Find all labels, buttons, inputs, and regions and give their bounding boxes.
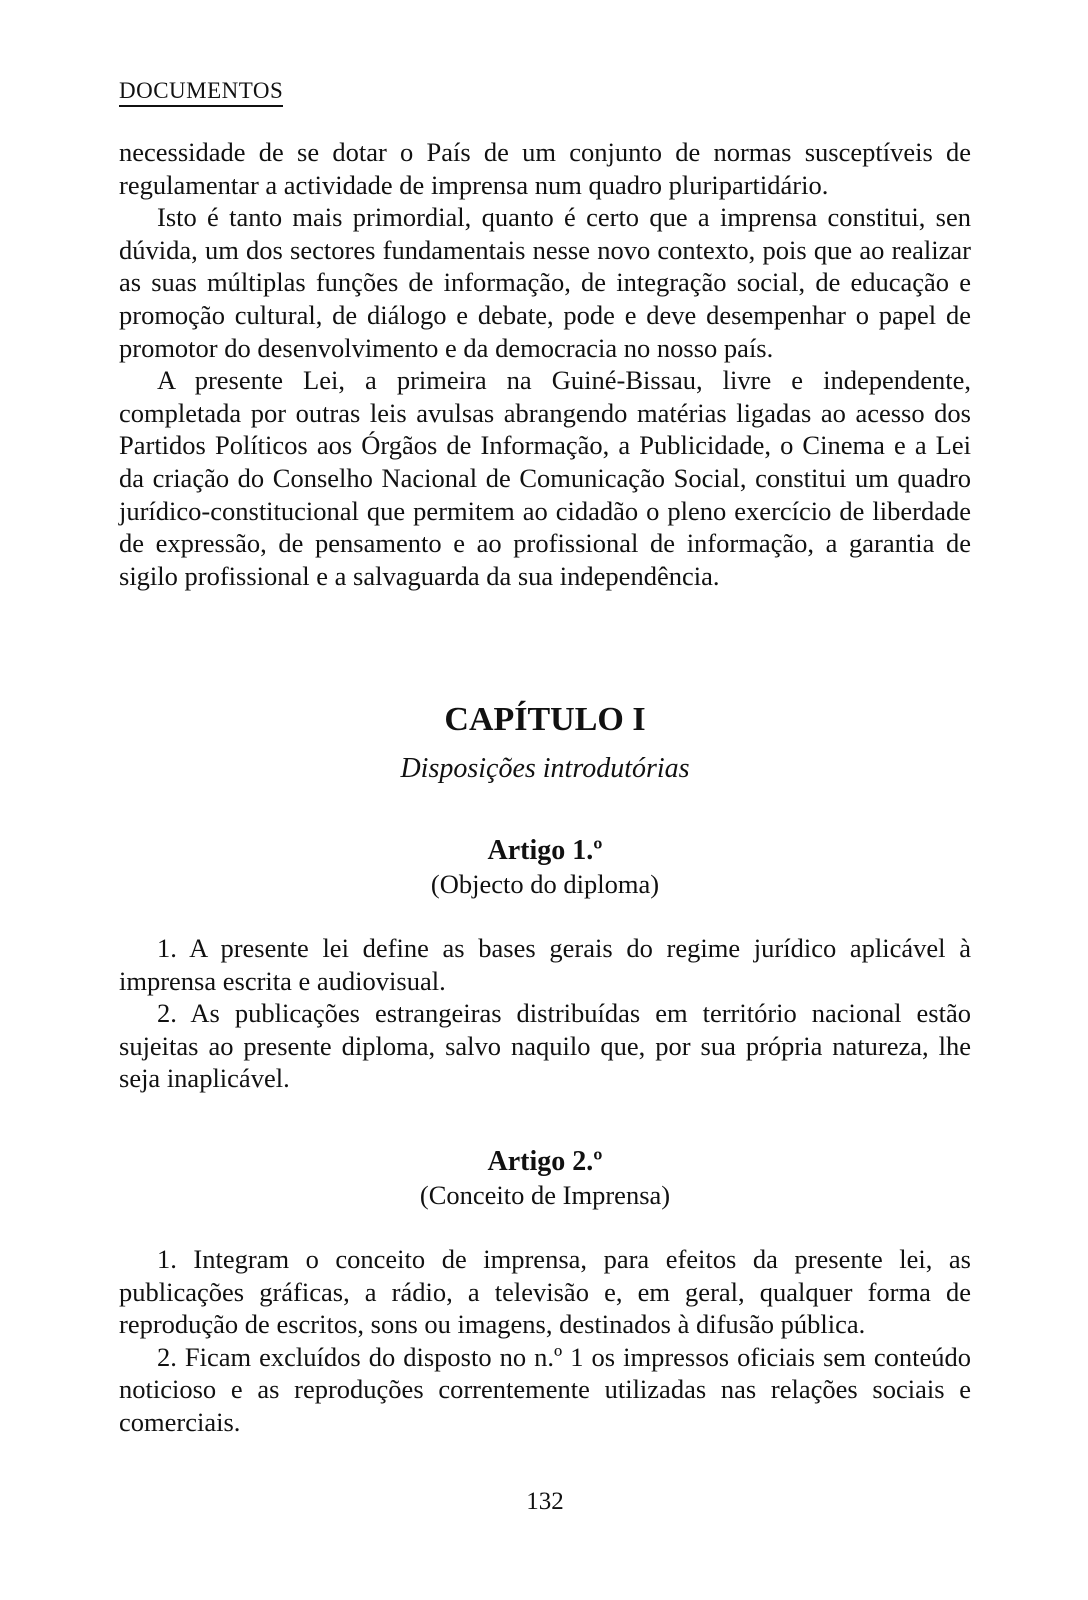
article-1-number: Artigo 1.º [487,835,603,866]
article-2-number: Artigo 2.º [487,1146,603,1177]
intro-text [119,136,971,592]
page-number: 132 [526,1488,564,1515]
article-item: 2. Ficam excluídos do disposto no n.º 1 os impressos oficiais sem conteúdo noticioso e as reproduções correntemente utilizadas nas relações sociais e comerciais. [119,1341,971,1437]
chapter-subtitle: Disposições introdutórias [400,753,690,784]
intro-paragraph: Isto é tanto mais primordial, quanto é certo que a imprensa constitui, sen dúvida, um dos sectores fundamentais nesse novo contexto, pois que ao realizar as suas múltiplas funções de informação, de integração social, de educação e promoção cultural, de diálogo e debate, pode e deve desempenhar o papel de promotor do desenvolvimento e da democracia no nosso país. [119,202,971,363]
article-1-body [119,932,971,1095]
article-item: 2. As publicações estrangeiras distribuídas em território nacional estão sujeitas ao presente diploma, salvo naquilo que, por sua própria natureza, lhe seja inaplicável. [119,998,971,1094]
article-item: 1. Integram o conceito de imprensa, para efeitos da presente lei, as publicações gráficas, a rádio, a televisão e, em geral, qualquer forma de reprodução de escritos, sons ou imagens, destinados à difusão pública. [119,1244,971,1340]
article-1-heading: (Objecto do diploma) [430,869,660,899]
article-2-body [119,1243,971,1439]
article-item: 1. A presente lei define as bases gerais do regime jurídico aplicável à imprensa escrita e audiovisual. [119,933,971,996]
running-header: DOCUMENTOS [119,78,283,107]
intro-paragraph: necessidade de se dotar o País de um conjunto de normas susceptíveis de regulamentar a actividade de imprensa num quadro pluripartidário. [119,137,971,200]
chapter-title: CAPÍTULO I [444,701,646,738]
article-2-heading: (Conceito de Imprensa) [419,1180,671,1210]
intro-paragraph: A presente Lei, a primeira na Guiné-Bissau, livre e independente, completada por outras leis avulsas abrangendo matérias ligadas ao acesso dos Partidos Políticos aos Órgãos de Informação, a Publicidade, o Cinema e a Lei da criação do Conselho Nacional de Comunicação Social, constitui um quadro jurídico-constitucional que permitem ao cidadão o pleno exercício de liberdade de expressão, de pensamento e ao profissional de informação, a garantia de sigilo profissional e a salvaguarda da sua independência. [119,365,971,591]
